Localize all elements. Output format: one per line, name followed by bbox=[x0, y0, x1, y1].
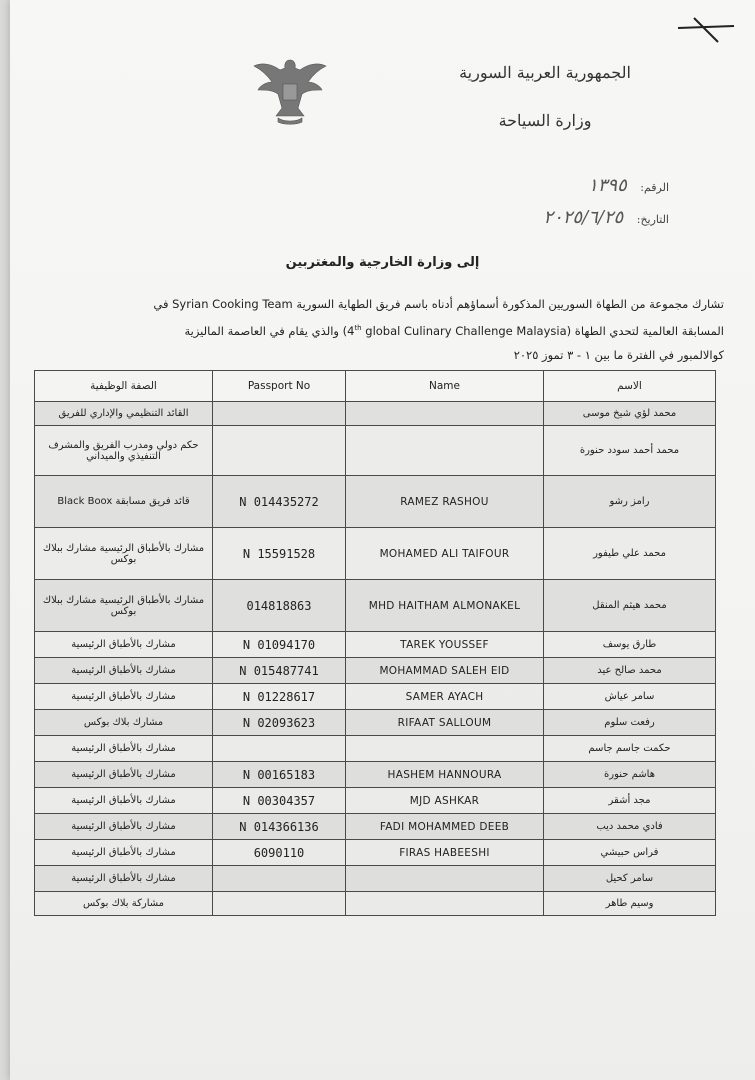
role-cell: مشارك بلاك بوكس bbox=[35, 710, 213, 736]
arabic-name-cell: محمد علي طيفور bbox=[544, 528, 716, 580]
name-cell bbox=[346, 402, 544, 426]
table-row bbox=[35, 866, 716, 892]
document-page bbox=[10, 0, 755, 1080]
name-cell: SAMER AYACH bbox=[346, 684, 544, 710]
ministry-title: وزارة السياحة bbox=[498, 111, 592, 130]
header-passport: Passport No bbox=[213, 371, 346, 402]
role-cell: حكم دولي ومدرب الفريق والمشرف التنفيذي والميداني bbox=[35, 426, 213, 476]
role-cell: مشارك بالأطباق الرئيسية bbox=[35, 684, 213, 710]
role-cell: مشارك بالأطباق الرئيسية bbox=[35, 866, 213, 892]
reference-value: ١٣٩٥ bbox=[588, 175, 627, 196]
arabic-name-cell: رفعت سلوم bbox=[544, 710, 716, 736]
syrian-eagle-emblem-icon bbox=[250, 50, 330, 126]
name-cell: FADI MOHAMMED DEEB bbox=[346, 814, 544, 840]
arabic-name-cell: محمد لؤي شيخ موسى bbox=[544, 402, 716, 426]
reference-number-line bbox=[588, 175, 669, 196]
table-row bbox=[35, 736, 716, 762]
name-cell bbox=[346, 736, 544, 762]
passport-cell: N 01094170 bbox=[213, 632, 346, 658]
table-row bbox=[35, 476, 716, 528]
name-cell: TAREK YOUSSEF bbox=[346, 632, 544, 658]
header-arabic-name: الاسم bbox=[544, 371, 716, 402]
reference-label: الرقم: bbox=[640, 181, 669, 194]
date-value: ٢٠٢٥/٦/٢٥ bbox=[543, 207, 624, 228]
role-cell: مشارك بالأطباق الرئيسية bbox=[35, 632, 213, 658]
role-cell: مشارك بالأطباق الرئيسية bbox=[35, 762, 213, 788]
passport-cell: N 15591528 bbox=[213, 528, 346, 580]
table-row bbox=[35, 632, 716, 658]
name-cell bbox=[346, 426, 544, 476]
table-row bbox=[35, 580, 716, 632]
name-cell: FIRAS HABEESHI bbox=[346, 840, 544, 866]
role-cell: مشارك بالأطباق الرئيسية مشارك ببلاك بوكس bbox=[35, 528, 213, 580]
role-cell: مشارك بالأطباق الرئيسية bbox=[35, 736, 213, 762]
arabic-name-cell: هاشم حنورة bbox=[544, 762, 716, 788]
name-cell: HASHEM HANNOURA bbox=[346, 762, 544, 788]
name-cell: RAMEZ RASHOU bbox=[346, 476, 544, 528]
passport-cell: 6090110 bbox=[213, 840, 346, 866]
table-row bbox=[35, 762, 716, 788]
body-line-2-sup: th bbox=[354, 324, 362, 332]
role-cell: مشارك بالأطباق الرئيسية مشارك ببلاك بوكس bbox=[35, 580, 213, 632]
table-row bbox=[35, 426, 716, 476]
team-table bbox=[34, 370, 716, 916]
table-row bbox=[35, 658, 716, 684]
date-label: التاريخ: bbox=[636, 213, 669, 226]
arabic-name-cell: محمد صالح عيد bbox=[544, 658, 716, 684]
arabic-name-cell: سامر كحيل bbox=[544, 866, 716, 892]
body-line-1: تشارك مجموعة من الطهاة السوريين المذكورة أسماؤهم أدناه باسم فريق الطهاية السورية Syrian Cooking Team في bbox=[153, 297, 724, 311]
passport-cell: N 014435272 bbox=[213, 476, 346, 528]
name-cell: MHD HAITHAM ALMONAKEL bbox=[346, 580, 544, 632]
role-cell: مشارك بالأطباق الرئيسية bbox=[35, 814, 213, 840]
name-cell bbox=[346, 866, 544, 892]
passport-cell bbox=[213, 866, 346, 892]
passport-cell: 014818863 bbox=[213, 580, 346, 632]
body-line-2 bbox=[34, 316, 724, 343]
passport-cell: N 02093623 bbox=[213, 710, 346, 736]
passport-cell: N 00304357 bbox=[213, 788, 346, 814]
role-cell: مشارك بالأطباق الرئيسية bbox=[35, 658, 213, 684]
arabic-name-cell: طارق يوسف bbox=[544, 632, 716, 658]
table-row bbox=[35, 788, 716, 814]
passport-cell: N 00165183 bbox=[213, 762, 346, 788]
letterhead bbox=[445, 58, 645, 136]
table-header-row bbox=[35, 371, 716, 402]
table-row bbox=[35, 402, 716, 426]
role-cell: القائد التنظيمي والإداري للفريق bbox=[35, 402, 213, 426]
cross-mark-icon bbox=[674, 14, 738, 44]
name-cell: MJD ASHKAR bbox=[346, 788, 544, 814]
table-row bbox=[35, 892, 716, 916]
name-cell bbox=[346, 892, 544, 916]
role-cell: قائد فريق مسابقة Black Boox bbox=[35, 476, 213, 528]
body-line-3: كوالالمبور في الفترة ما بين ١ - ٣ تموز ٢٠٢٥ bbox=[513, 347, 724, 362]
republic-title: الجمهورية العربية السورية bbox=[459, 63, 631, 82]
arabic-name-cell: وسيم طاهر bbox=[544, 892, 716, 916]
table-row bbox=[35, 814, 716, 840]
addressee: إلى وزارة الخارجية والمغتربين bbox=[285, 255, 480, 270]
arabic-name-cell: فادي محمد ديب bbox=[544, 814, 716, 840]
arabic-name-cell: فراس حبيشي bbox=[544, 840, 716, 866]
table-row bbox=[35, 840, 716, 866]
header-role: الصفة الوظيفية bbox=[35, 371, 213, 402]
arabic-name-cell: حكمت جاسم جاسم bbox=[544, 736, 716, 762]
table-row bbox=[35, 528, 716, 580]
date-line bbox=[543, 207, 669, 228]
arabic-name-cell: محمد أحمد سودد حنورة bbox=[544, 426, 716, 476]
passport-cell bbox=[213, 402, 346, 426]
table-row bbox=[35, 710, 716, 736]
name-cell: MOHAMED ALI TAIFOUR bbox=[346, 528, 544, 580]
name-cell: RIFAAT SALLOUM bbox=[346, 710, 544, 736]
body-line-2-a: المسابقة العالمية لتحدي الطهاة (4 bbox=[347, 323, 724, 338]
letter-body bbox=[34, 292, 724, 367]
arabic-name-cell: محمد هيثم المنقل bbox=[544, 580, 716, 632]
role-cell: مشارك بالأطباق الرئيسية bbox=[35, 840, 213, 866]
body-line-2-b: global Culinary Challenge Malaysia) والذي يقام في العاصمة الماليزية bbox=[184, 323, 567, 338]
role-cell: مشاركة بلاك بوكس bbox=[35, 892, 213, 916]
passport-cell bbox=[213, 426, 346, 476]
name-cell: MOHAMMAD SALEH EID bbox=[346, 658, 544, 684]
passport-cell: N 01228617 bbox=[213, 684, 346, 710]
role-cell: مشارك بالأطباق الرئيسية bbox=[35, 788, 213, 814]
arabic-name-cell: سامر عياش bbox=[544, 684, 716, 710]
arabic-name-cell: رامز رشو bbox=[544, 476, 716, 528]
table-row bbox=[35, 684, 716, 710]
passport-cell bbox=[213, 736, 346, 762]
table-body bbox=[35, 402, 716, 916]
header-name: Name bbox=[346, 371, 544, 402]
passport-cell bbox=[213, 892, 346, 916]
passport-cell: N 014366136 bbox=[213, 814, 346, 840]
passport-cell: N 015487741 bbox=[213, 658, 346, 684]
arabic-name-cell: مجد أشقر bbox=[544, 788, 716, 814]
